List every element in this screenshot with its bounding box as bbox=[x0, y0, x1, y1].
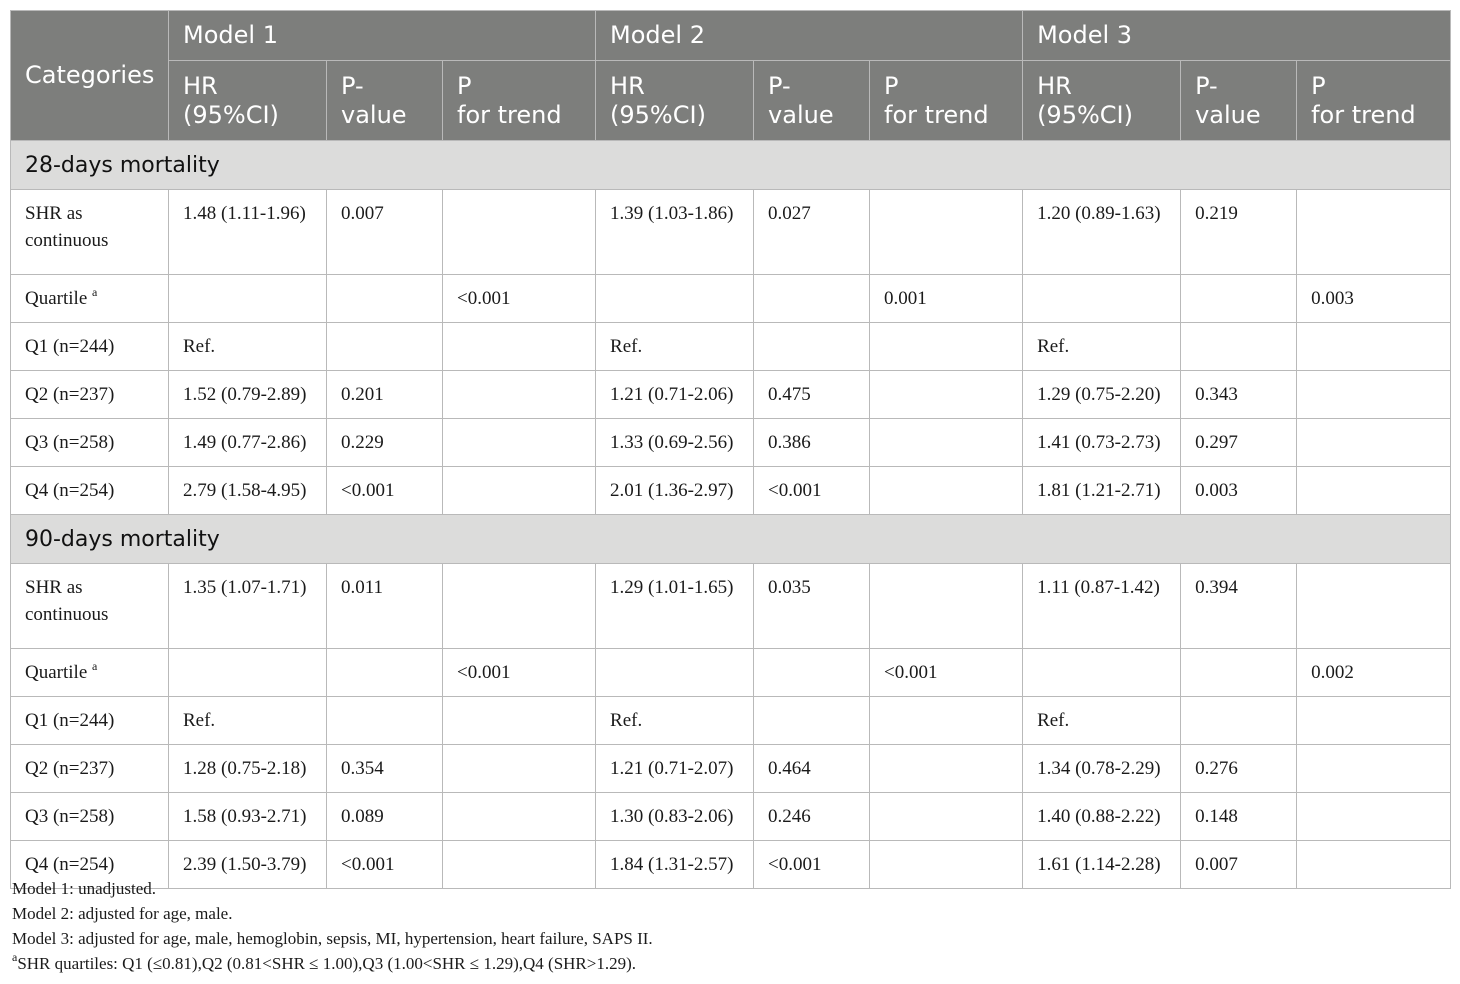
table-row bbox=[11, 467, 1451, 515]
row-label bbox=[11, 419, 169, 467]
row-label-text: Q4 (n=254) bbox=[25, 854, 115, 875]
section-title: 28-days mortality bbox=[11, 141, 1451, 190]
subheader-line: value bbox=[1195, 100, 1261, 129]
table-cell bbox=[443, 564, 596, 649]
table-row bbox=[11, 323, 1451, 371]
table-cell: 0.148 bbox=[1181, 793, 1297, 841]
table-cell: 0.464 bbox=[754, 745, 870, 793]
model-3-header: Model 3 bbox=[1023, 11, 1451, 61]
table-cell: 0.201 bbox=[327, 371, 443, 419]
table-row bbox=[11, 190, 1451, 275]
table-cell: 0.027 bbox=[754, 190, 870, 275]
table-cell bbox=[327, 697, 443, 745]
table-cell bbox=[443, 745, 596, 793]
table-cell bbox=[754, 323, 870, 371]
table-cell: 0.229 bbox=[327, 419, 443, 467]
table-row bbox=[11, 275, 1451, 323]
table-cell: <0.001 bbox=[754, 841, 870, 889]
table-cell: Ref. bbox=[596, 697, 754, 745]
table-cell bbox=[1297, 697, 1451, 745]
table-cell bbox=[1181, 697, 1297, 745]
note-model-3: Model 3: adjusted for age, male, hemoglobin, sepsis, MI, hypertension, heart failure, SAPS II. bbox=[12, 929, 653, 948]
row-label-text: SHR as continuous bbox=[25, 577, 109, 625]
table-cell bbox=[1023, 275, 1181, 323]
table-cell: 0.001 bbox=[870, 275, 1023, 323]
row-label-text: Quartile bbox=[25, 288, 88, 309]
table-cell: 0.035 bbox=[754, 564, 870, 649]
model-1-p-value-header bbox=[327, 61, 443, 141]
table-cell bbox=[596, 649, 754, 697]
row-label bbox=[11, 467, 169, 515]
table-cell: 0.007 bbox=[327, 190, 443, 275]
model-2-p-value-header bbox=[754, 61, 870, 141]
row-label-text: Q2 (n=237) bbox=[25, 384, 115, 405]
table-cell: <0.001 bbox=[443, 275, 596, 323]
table-cell: 1.58 (0.93-2.71) bbox=[169, 793, 327, 841]
table-cell: 1.39 (1.03-1.86) bbox=[596, 190, 754, 275]
subheader-line: HR bbox=[610, 71, 645, 100]
model-2-p-trend-header bbox=[870, 61, 1023, 141]
table-cell bbox=[596, 275, 754, 323]
table-cell: 1.21 (0.71-2.06) bbox=[596, 371, 754, 419]
subheader-line: HR bbox=[1037, 71, 1072, 100]
table-cell bbox=[1297, 467, 1451, 515]
table-row bbox=[11, 697, 1451, 745]
model-3-p-trend-header bbox=[1297, 61, 1451, 141]
table-cell bbox=[1181, 275, 1297, 323]
section-title: 90-days mortality bbox=[11, 515, 1451, 564]
row-label-text: Quartile bbox=[25, 662, 88, 683]
table-cell bbox=[870, 371, 1023, 419]
table-cell: 1.11 (0.87-1.42) bbox=[1023, 564, 1181, 649]
table-cell bbox=[327, 649, 443, 697]
subheader-line: P- bbox=[1195, 71, 1218, 100]
table-cell bbox=[443, 467, 596, 515]
table-cell: 2.39 (1.50-3.79) bbox=[169, 841, 327, 889]
model-1-hr-header bbox=[169, 61, 327, 141]
row-label bbox=[11, 793, 169, 841]
row-label-text: Q3 (n=258) bbox=[25, 806, 115, 827]
results-table bbox=[10, 10, 1451, 889]
table-cell: 0.394 bbox=[1181, 564, 1297, 649]
table-cell: 0.246 bbox=[754, 793, 870, 841]
subheader-line: HR bbox=[183, 71, 218, 100]
table-cell: 1.20 (0.89-1.63) bbox=[1023, 190, 1181, 275]
subheader-line: for trend bbox=[884, 100, 989, 129]
table-cell: 1.41 (0.73-2.73) bbox=[1023, 419, 1181, 467]
table-cell: 1.40 (0.88-2.22) bbox=[1023, 793, 1181, 841]
table-cell: <0.001 bbox=[754, 467, 870, 515]
model-3-p-value-header bbox=[1181, 61, 1297, 141]
subheader-line: P bbox=[457, 71, 472, 100]
table-cell: 1.29 (1.01-1.65) bbox=[596, 564, 754, 649]
subheader-line: for trend bbox=[457, 100, 562, 129]
table-cell bbox=[1181, 649, 1297, 697]
table-cell bbox=[1181, 323, 1297, 371]
model-2-hr-header bbox=[596, 61, 754, 141]
table-cell bbox=[870, 190, 1023, 275]
footnote-text: SHR quartiles: Q1 (≤0.81),Q2 (0.81<SHR ≤ 1.00),Q3 (1.00<SHR ≤ 1.29),Q4 (SHR>1.29). bbox=[17, 954, 637, 973]
table-cell: 0.003 bbox=[1297, 275, 1451, 323]
table-cell bbox=[754, 275, 870, 323]
row-label-text: SHR as continuous bbox=[25, 203, 109, 251]
table-cell bbox=[443, 419, 596, 467]
table-cell bbox=[1297, 419, 1451, 467]
table-row bbox=[11, 564, 1451, 649]
subheader-line: (95%CI) bbox=[610, 100, 706, 129]
table-cell bbox=[443, 190, 596, 275]
table-cell bbox=[754, 649, 870, 697]
row-label bbox=[11, 649, 169, 697]
row-label-text: Q4 (n=254) bbox=[25, 480, 115, 501]
footnote-marker: a bbox=[92, 285, 98, 299]
footnote-mark: a bbox=[12, 950, 18, 964]
table-cell: 2.01 (1.36-2.97) bbox=[596, 467, 754, 515]
table-cell: 2.79 (1.58-4.95) bbox=[169, 467, 327, 515]
table-row bbox=[11, 793, 1451, 841]
categories-header: Categories bbox=[11, 11, 169, 141]
table-cell bbox=[169, 275, 327, 323]
table-notes bbox=[12, 876, 1442, 976]
table-cell bbox=[870, 793, 1023, 841]
table-cell bbox=[443, 323, 596, 371]
table-cell: <0.001 bbox=[870, 649, 1023, 697]
subheader-line: P- bbox=[341, 71, 364, 100]
table-cell bbox=[443, 371, 596, 419]
section-row bbox=[11, 141, 1451, 190]
row-label bbox=[11, 275, 169, 323]
table-cell bbox=[443, 793, 596, 841]
table-cell bbox=[754, 697, 870, 745]
subheader-line: value bbox=[341, 100, 407, 129]
footnote-marker: a bbox=[92, 659, 98, 673]
row-label bbox=[11, 190, 169, 275]
table-cell bbox=[1297, 793, 1451, 841]
table-cell: 1.21 (0.71-2.07) bbox=[596, 745, 754, 793]
row-label bbox=[11, 564, 169, 649]
table-cell: 1.49 (0.77-2.86) bbox=[169, 419, 327, 467]
table-row bbox=[11, 745, 1451, 793]
table-cell: 1.35 (1.07-1.71) bbox=[169, 564, 327, 649]
note-model-1: Model 1: unadjusted. bbox=[12, 879, 157, 898]
table-cell: 1.52 (0.79-2.89) bbox=[169, 371, 327, 419]
table-body bbox=[11, 141, 1451, 889]
table-cell: 0.219 bbox=[1181, 190, 1297, 275]
subheader-line: P bbox=[884, 71, 899, 100]
table-cell bbox=[870, 323, 1023, 371]
table-cell bbox=[870, 745, 1023, 793]
table-cell bbox=[1297, 323, 1451, 371]
table-cell: 0.354 bbox=[327, 745, 443, 793]
table-cell: <0.001 bbox=[327, 841, 443, 889]
table-cell: 1.48 (1.11-1.96) bbox=[169, 190, 327, 275]
table-cell: Ref. bbox=[169, 323, 327, 371]
section-row bbox=[11, 515, 1451, 564]
table-cell: 0.003 bbox=[1181, 467, 1297, 515]
table-cell bbox=[327, 275, 443, 323]
model-1-p-trend-header bbox=[443, 61, 596, 141]
table-cell: 0.002 bbox=[1297, 649, 1451, 697]
subheader-line: (95%CI) bbox=[1037, 100, 1133, 129]
table-cell: 1.34 (0.78-2.29) bbox=[1023, 745, 1181, 793]
row-label bbox=[11, 371, 169, 419]
table-cell: 1.81 (1.21-2.71) bbox=[1023, 467, 1181, 515]
note-model-2: Model 2: adjusted for age, male. bbox=[12, 904, 233, 923]
table-cell: 0.297 bbox=[1181, 419, 1297, 467]
model-1-header: Model 1 bbox=[169, 11, 596, 61]
row-label bbox=[11, 323, 169, 371]
table-cell bbox=[1297, 371, 1451, 419]
table-cell: <0.001 bbox=[327, 467, 443, 515]
table-row bbox=[11, 419, 1451, 467]
note-quartiles bbox=[12, 951, 1442, 976]
table-cell bbox=[1297, 190, 1451, 275]
table-cell: Ref. bbox=[169, 697, 327, 745]
subheader-line: P bbox=[1311, 71, 1326, 100]
model-3-hr-header bbox=[1023, 61, 1181, 141]
table-cell: 0.386 bbox=[754, 419, 870, 467]
row-label-text: Q2 (n=237) bbox=[25, 758, 115, 779]
table-cell: 1.28 (0.75-2.18) bbox=[169, 745, 327, 793]
table-cell: Ref. bbox=[1023, 323, 1181, 371]
row-label bbox=[11, 745, 169, 793]
table-cell: 0.276 bbox=[1181, 745, 1297, 793]
row-label-text: Q3 (n=258) bbox=[25, 432, 115, 453]
table-cell bbox=[870, 697, 1023, 745]
row-label bbox=[11, 697, 169, 745]
table-cell: 0.343 bbox=[1181, 371, 1297, 419]
table-cell: 0.089 bbox=[327, 793, 443, 841]
table-cell: 0.011 bbox=[327, 564, 443, 649]
table-cell: 1.30 (0.83-2.06) bbox=[596, 793, 754, 841]
table-cell bbox=[169, 649, 327, 697]
subheader-line: P- bbox=[768, 71, 791, 100]
table-cell: 1.84 (1.31-2.57) bbox=[596, 841, 754, 889]
table-cell: 1.29 (0.75-2.20) bbox=[1023, 371, 1181, 419]
table-row bbox=[11, 649, 1451, 697]
table-row bbox=[11, 371, 1451, 419]
table-cell bbox=[1297, 564, 1451, 649]
subheader-line: for trend bbox=[1311, 100, 1416, 129]
table-cell: Ref. bbox=[1023, 697, 1181, 745]
table-cell bbox=[870, 419, 1023, 467]
row-label-text: Q1 (n=244) bbox=[25, 710, 115, 731]
table-cell bbox=[870, 467, 1023, 515]
table-cell: <0.001 bbox=[443, 649, 596, 697]
table-cell bbox=[443, 697, 596, 745]
table-cell bbox=[1023, 649, 1181, 697]
row-label-text: Q1 (n=244) bbox=[25, 336, 115, 357]
subheader-line: (95%CI) bbox=[183, 100, 279, 129]
table-cell bbox=[870, 564, 1023, 649]
table-cell: 0.475 bbox=[754, 371, 870, 419]
table-cell: 1.33 (0.69-2.56) bbox=[596, 419, 754, 467]
table-cell bbox=[1297, 745, 1451, 793]
table-cell: 0.007 bbox=[1181, 841, 1297, 889]
subheader-line: value bbox=[768, 100, 834, 129]
table-cell bbox=[327, 323, 443, 371]
model-2-header: Model 2 bbox=[596, 11, 1023, 61]
table-cell: 1.61 (1.14-2.28) bbox=[1023, 841, 1181, 889]
subheader-row bbox=[11, 61, 1451, 141]
table-cell: Ref. bbox=[596, 323, 754, 371]
